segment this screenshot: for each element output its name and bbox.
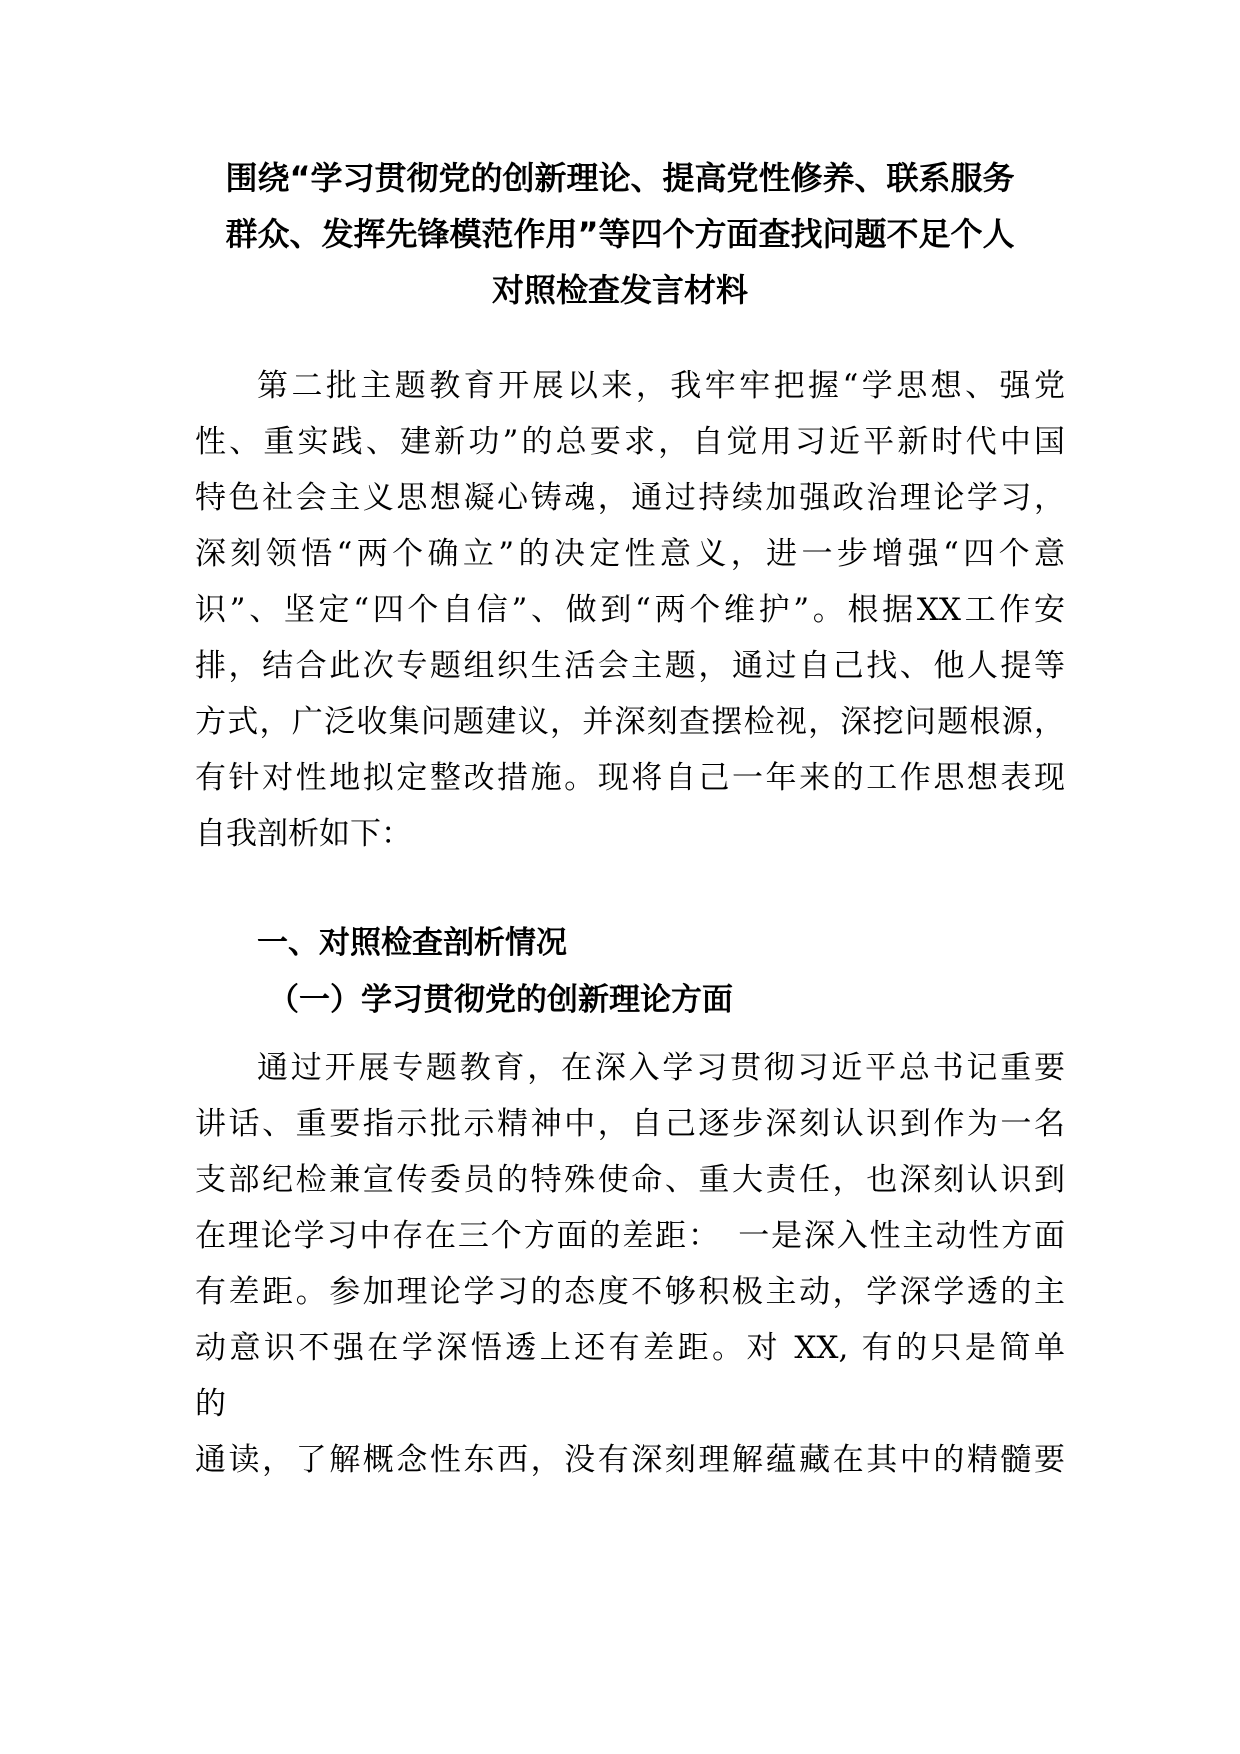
paragraph-line: 特色社会主义思想凝心铸魂，通过持续加强政治理论学习， (195, 480, 1065, 516)
paragraph-line: 讲话、重要指示批示精神中，自己逐步深刻认识到作为一名 (195, 1106, 1065, 1142)
intro-paragraph (195, 358, 1065, 862)
paragraph-line: 有针对性地拟定整改措施。现将自己一年来的工作思想表现 (195, 760, 1065, 796)
title-line-1: 围绕“学习贯彻党的创新理论、提高党性修养、联系服务 (225, 159, 1015, 197)
theory-paragraph (195, 1040, 1065, 1488)
paragraph-line: 在理论学习中存在三个方面的差距： 一是深入性主动性方面 (195, 1218, 1065, 1254)
title-line-2: 群众、发挥先锋模范作用”等四个方面查找问题不足个人 (225, 215, 1015, 253)
paragraph-line: 性、重实践、建新功”的总要求，自觉用习近平新时代中国 (195, 424, 1065, 460)
paragraph-line: 自我剖析如下： (195, 816, 412, 852)
paragraph-line: 第二批主题教育开展以来，我牢牢把握“学思想、强党 (257, 368, 1065, 404)
title-line-3: 对照检查发言材料 (491, 271, 748, 309)
paragraph-line: 深刻领悟“两个确立”的决定性意义，进一步增强“四个意 (195, 536, 1065, 572)
paragraph-line: 动意识不强在学深悟透上还有差距。对 XX, 有的只是简单 (195, 1330, 1065, 1366)
paragraph-line: 支部纪检兼宣传委员的特殊使命、重大责任，也深刻认识到 (195, 1162, 1065, 1198)
paragraph-line: 有差距。参加理论学习的态度不够积极主动，学深学透的主 (195, 1274, 1065, 1310)
paragraph-line: 排，结合此次专题组织生活会主题，通过自己找、他人提等 (195, 648, 1065, 684)
paragraph-line: 方式，广泛收集问题建议，并深刻查摆检视，深挖问题根源， (195, 704, 1065, 740)
section-heading: 一、对照检查剖析情况 (257, 925, 567, 961)
document-title (150, 150, 1090, 318)
paragraph-line: 的 (195, 1386, 226, 1422)
paragraph-line: 通读，了解概念性东西，没有深刻理解蕴藏在其中的精髓要 (195, 1442, 1065, 1478)
paragraph-line: 通过开展专题教育，在深入学习贯彻习近平总书记重要 (257, 1050, 1065, 1086)
paragraph-line: 识”、坚定“四个自信”、做到“两个维护”。根据XX工作安 (195, 592, 1065, 628)
subsection-heading: （一）学习贯彻党的创新理论方面 (268, 982, 733, 1018)
